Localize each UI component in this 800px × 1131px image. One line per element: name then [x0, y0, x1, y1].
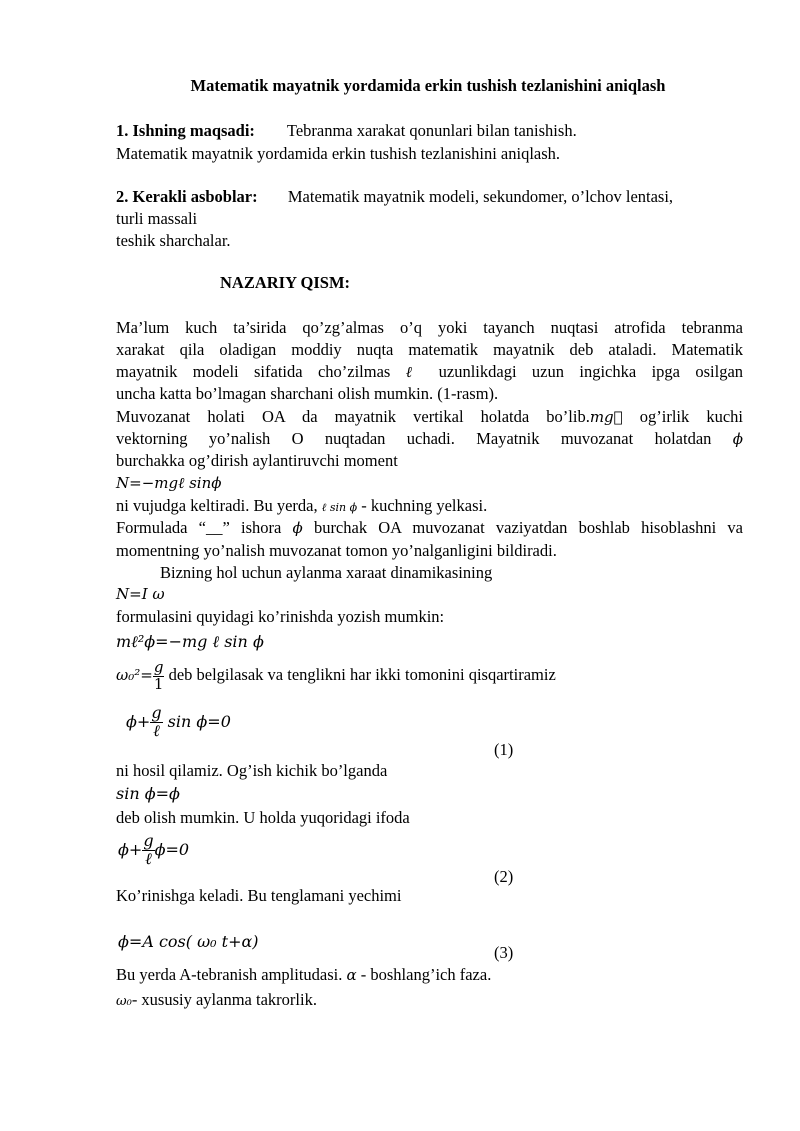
para2-line2: vektorning yo’nalish O nuqtadan uchadi. Mayatnik muvozanat holatdan ϕ: [116, 429, 744, 448]
para1-line4: uncha katta bo’lmagan sharchani olish mumkin. (1-rasm).: [116, 384, 499, 403]
section-2-heading: 2. Kerakli asboblar:: [116, 187, 258, 206]
phi-symbol: ϕ: [732, 430, 744, 448]
phi-symbol: ϕ: [292, 519, 303, 537]
para2-line18: Ko’rinishga keladi. Bu tenglamani yechimi: [116, 886, 402, 905]
mg-vector: mg⃗: [589, 408, 623, 426]
ell-symbol: ℓ: [405, 363, 424, 381]
section-2-text-2: turli massali: [116, 209, 198, 228]
para2-line10: formulasini quyidagi ko’rinishda yozish mumkin:: [116, 607, 445, 626]
section-1-heading: 1. Ishning maqsadi:: [116, 121, 255, 140]
formula-moment: N=−mgℓ sinϕ: [116, 474, 222, 492]
section-1-text-2: Matematik mayatnik yordamida erkin tushish tezlanishini aniqlash.: [116, 144, 561, 163]
equation-number-2: (2): [494, 867, 514, 886]
para2-line5: ni vujudga keltiradi. Bu yerda, ℓ sin ϕ - kuchning yelkasi.: [116, 496, 488, 515]
section-2-line: [116, 187, 673, 207]
para2-line3: burchakka og’dirish aylantiruvchi moment: [116, 451, 398, 470]
para2-line16: deb olish mumkin. U holda yuqoridagi ifoda: [116, 808, 410, 827]
formula-dynamics: N=I ω: [116, 585, 165, 603]
section-2-text: Matematik mayatnik modeli, sekundomer, o’lchov lentasi,: [287, 187, 674, 206]
para2-line20: Bu yerda A-tebranish amplitudasi. α - boshlang’ich faza.: [116, 965, 492, 984]
para2-line8: Bizning hol uchun aylanma xaraat dinamikasining: [160, 563, 493, 582]
section-2-text-3: teshik sharchalar.: [116, 231, 231, 250]
para2-line7: momentning yo’nalish muvozanat tomon yo’nalganligini bildiradi.: [116, 541, 557, 560]
para2-line1: Muvozanat holati OA da mayatnik vertikal holatda bo’lib.mg⃗ og’irlik kuchi: [116, 407, 743, 426]
para2-line21: ω₀- xususiy aylanma takrorlik.: [116, 990, 317, 1009]
formula-long: mℓ²ϕ=−mg ℓ sin ϕ: [116, 632, 264, 651]
formula-eq3: ϕ=A cos( ω₀ t+α): [118, 932, 259, 951]
document-title: Matematik mayatnik yordamida erkin tushish tezlanishini aniqlash: [190, 76, 666, 95]
para2-line6: Formulada “__” ishora ϕ burchak OA muvozanat vaziyatdan boshlab hisoblashni va: [116, 518, 744, 537]
omega0-symbol: ω₀: [116, 994, 132, 1009]
para1-line3: mayatnik modeli sifatida cho’zilmas ℓ uzunlikdagi uzun ingichka ipga osilgan: [116, 362, 744, 381]
formula-eq1: ϕ+ $\frac{g}{\text{ℓ}}$ sin ϕ=0: [126, 703, 231, 740]
formula-eq2: ϕ+ $\frac{g}{\text{ℓ}}$ ϕ=0: [118, 831, 190, 868]
para1-line2: xarakat qila oladigan moddiy nuqta matematik mayatnik deb ataladi. Matematik: [116, 340, 743, 359]
formula-omega-def: ω₀²=: [116, 666, 153, 685]
section-1-text: Tebranma xarakat qonunlari bilan tanishish.: [286, 121, 577, 140]
para1-line1: Ma’lum kuch ta’sirida qo’zg’almas o’q yoki tayanch nuqtasi atrofida tebranma: [116, 318, 743, 337]
equation-number-1: (1): [494, 740, 514, 759]
alpha-symbol: α: [346, 966, 357, 984]
section-1-line: [116, 121, 577, 141]
equation-number-3: (3): [494, 943, 514, 962]
theory-heading: NAZARIY QISM:: [220, 273, 351, 292]
omega-definition-line: ω₀²= $\frac{g}{1}$ deb belgilasak va tenglikni har ikki tomonini qisqartiramiz: [116, 658, 556, 693]
formula-arm: ℓ sin ϕ: [321, 501, 358, 514]
fraction-g-over-ell: $\frac{g}{\text{ℓ}}$: [151, 703, 162, 740]
para2-line14: ni hosil qilamiz. Og’ish kichik bo’lganda: [116, 761, 388, 780]
fraction-g-over-ell: $\frac{g}{\text{ℓ}}$: [143, 831, 154, 868]
fraction-g-over-1: $\frac{g}{1}$: [153, 658, 164, 693]
formula-small-angle: sin ϕ=ϕ: [116, 784, 180, 803]
